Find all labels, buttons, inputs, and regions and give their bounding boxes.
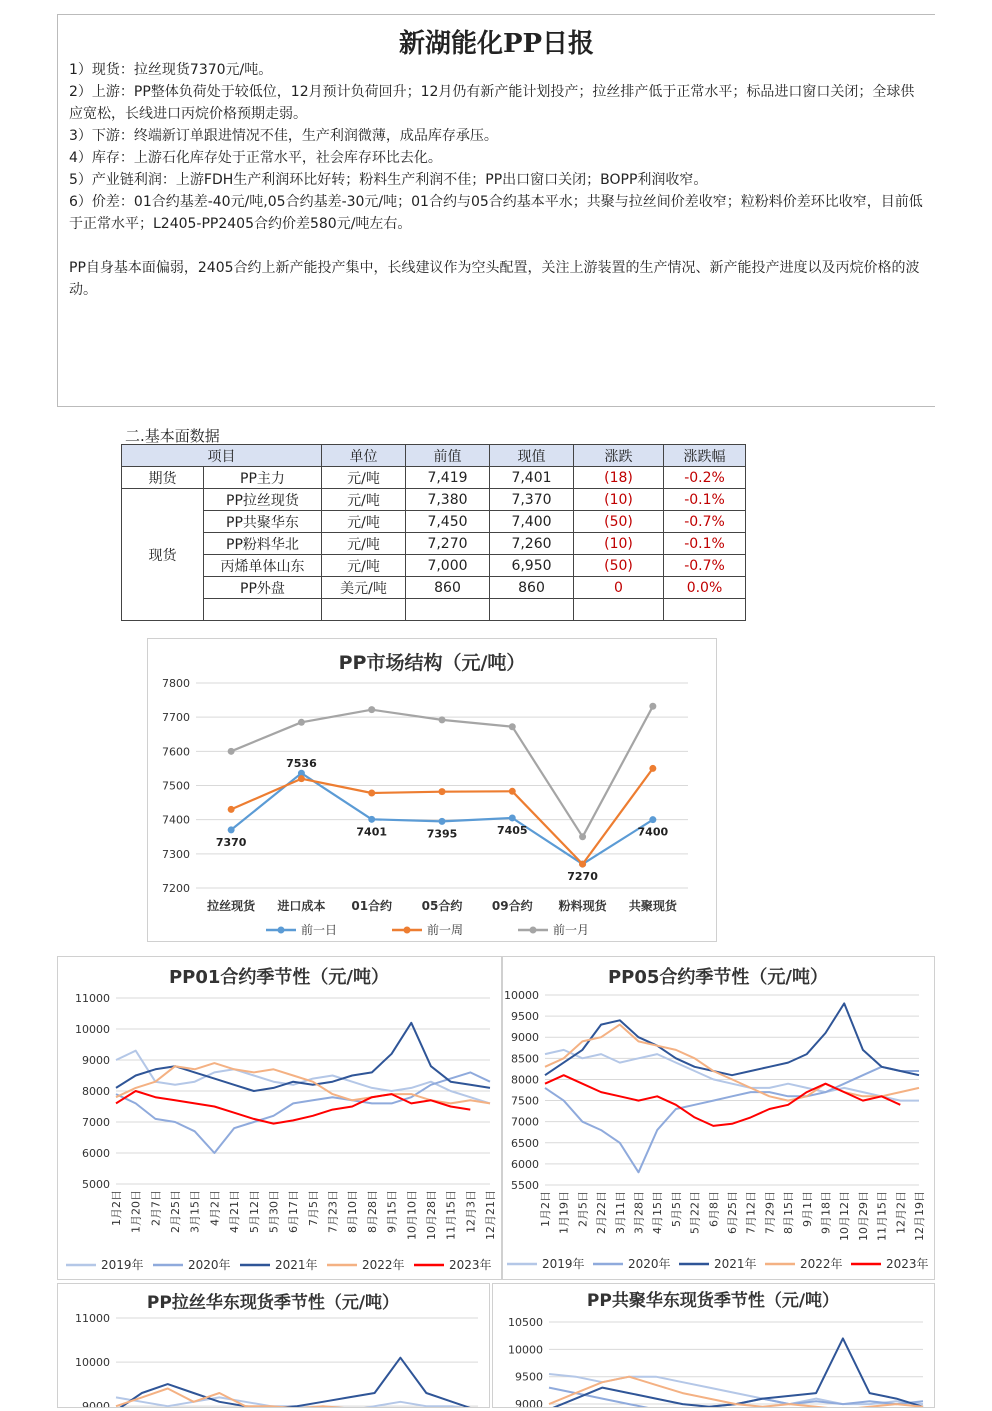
data-point	[509, 788, 516, 795]
fundamentals-table	[121, 444, 746, 621]
x-tick-label: 8月15日	[782, 1191, 796, 1234]
x-tick-label: 8月28日	[365, 1190, 379, 1233]
x-tick-label: 5月22日	[688, 1191, 702, 1234]
legend-label: 2019年	[542, 1257, 585, 1271]
pct-cell: -0.1%	[664, 533, 746, 555]
x-tick-label: 3月11日	[613, 1191, 627, 1234]
prev-cell: 7,450	[406, 511, 490, 533]
section-title: 二.基本面数据	[125, 427, 220, 445]
legend-label: 前一月	[553, 923, 590, 937]
y-tick-label: 8000	[511, 1073, 539, 1087]
y-tick-label: 7000	[82, 1116, 110, 1129]
x-tick-label: 7月23日	[326, 1190, 340, 1233]
report-title: 新湖能化PP日报	[398, 29, 595, 59]
unit-cell	[322, 599, 406, 621]
y-tick-label: 7200	[162, 882, 190, 895]
legend-label: 2022年	[362, 1258, 405, 1272]
data-point	[228, 806, 235, 813]
pp-drawing-east-seasonality-chart	[57, 1283, 490, 1408]
header-curr: 现值	[490, 445, 574, 467]
header-prev: 前值	[406, 445, 490, 467]
y-tick-label: 9500	[515, 1370, 543, 1384]
data-point	[649, 816, 656, 823]
legend-marker	[530, 927, 537, 934]
pct-cell: -0.7%	[664, 555, 746, 577]
chg-cell: (10)	[574, 533, 664, 555]
data-point	[509, 814, 516, 821]
data-label: 7405	[496, 823, 528, 837]
x-tick-label: 4月15日	[651, 1191, 665, 1234]
x-tick-label: 6月17日	[287, 1190, 301, 1233]
y-tick-label: 6000	[511, 1157, 539, 1171]
chart-title: PP共聚华东现货季节性（元/吨）	[586, 1291, 840, 1311]
x-tick-label: 05合约	[421, 899, 463, 913]
group-label: 现货	[122, 489, 204, 621]
y-tick-label: 10500	[508, 1316, 543, 1329]
chg-cell: (18)	[574, 467, 664, 489]
x-tick-label: 3月28日	[632, 1191, 646, 1234]
report-body	[69, 59, 924, 301]
x-tick-label: 1月2日	[539, 1191, 552, 1227]
data-label: 7401	[356, 825, 388, 839]
x-tick-label: 7月12日	[744, 1191, 758, 1234]
x-tick-label: 12月21日	[484, 1190, 497, 1240]
y-tick-label: 10000	[504, 989, 539, 1002]
table-header-row	[122, 445, 746, 467]
prev-cell: 860	[406, 577, 490, 599]
x-tick-label: 6月8日	[707, 1191, 721, 1227]
pp01-seasonality-svg	[58, 957, 501, 1279]
legend-marker	[404, 927, 411, 934]
y-tick-label: 8000	[82, 1085, 110, 1098]
data-point	[298, 719, 305, 726]
report-line: 2）上游：PP整体负荷处于较低位，12月预计负荷回升；12月仍有新产能计划投产；拉丝排产低于正常水平；标品进口窗口关闭；全球供应宽松，长线进口丙烷价格预期走弱。	[69, 84, 915, 122]
data-label: 7270	[567, 870, 598, 884]
curr-cell: 860	[490, 577, 574, 599]
x-tick-label: 2月5日	[576, 1191, 590, 1227]
header-item: 项目	[122, 445, 322, 467]
unit-cell: 美元/吨	[322, 577, 406, 599]
chg-cell	[574, 599, 664, 621]
y-tick-label: 5000	[82, 1178, 110, 1191]
x-tick-label: 6月25日	[726, 1191, 739, 1234]
chart-title: PP市场结构（元/吨）	[338, 652, 526, 674]
x-tick-label: 12月3日	[464, 1190, 478, 1233]
x-tick-label: 2月25日	[169, 1190, 183, 1233]
group-label: 期货	[122, 467, 204, 489]
prev-cell: 7,380	[406, 489, 490, 511]
pct-cell: -0.7%	[664, 511, 746, 533]
item-cell: PP主力	[204, 467, 322, 489]
series-line	[116, 1389, 478, 1408]
legend-label: 前一日	[301, 923, 338, 937]
x-tick-label: 1月2日	[110, 1190, 123, 1226]
y-tick-label: 6000	[82, 1147, 110, 1160]
y-tick-label: 11000	[75, 1312, 110, 1325]
legend-label: 2023年	[886, 1257, 929, 1271]
table-row	[122, 599, 746, 621]
data-point	[228, 748, 235, 755]
x-tick-label: 10月12日	[838, 1191, 852, 1241]
pp-copolymer-east-seasonality-svg	[493, 1284, 934, 1407]
series-line	[231, 768, 653, 864]
legend-label: 前一周	[427, 923, 464, 937]
data-label: 7395	[426, 827, 458, 841]
chart-title: PP拉丝华东现货季节性（元/吨）	[146, 1293, 400, 1313]
header-unit: 单位	[322, 445, 406, 467]
pp01-seasonality-chart	[57, 956, 502, 1280]
x-tick-label: 5月5日	[669, 1191, 683, 1227]
series-line	[116, 1051, 490, 1104]
y-tick-label: 7500	[162, 779, 190, 793]
data-point	[439, 818, 446, 825]
y-tick-label: 7800	[162, 677, 190, 690]
pp05-seasonality-svg	[503, 957, 934, 1279]
curr-cell: 6,950	[490, 555, 574, 577]
x-tick-label: 9月1日	[800, 1191, 814, 1227]
x-tick-label: 进口成本	[277, 899, 326, 913]
data-point	[298, 775, 305, 782]
curr-cell	[490, 599, 574, 621]
table-row	[122, 467, 746, 489]
y-tick-label: 9000	[82, 1400, 110, 1407]
y-tick-label: 7700	[162, 711, 190, 725]
legend-label: 2021年	[275, 1258, 318, 1272]
data-label: 7536	[286, 757, 317, 771]
table-row	[122, 555, 746, 577]
y-tick-label: 10000	[75, 1356, 110, 1370]
table-row	[122, 577, 746, 599]
x-tick-label: 12月2日	[894, 1191, 908, 1234]
chg-cell: (50)	[574, 555, 664, 577]
x-tick-label: 4月2日	[208, 1190, 222, 1226]
x-tick-label: 10月10日	[405, 1190, 419, 1240]
x-tick-label: 01合约	[351, 899, 393, 913]
item-cell: PP拉丝现货	[204, 489, 322, 511]
market-structure-svg	[148, 639, 716, 941]
x-tick-label: 4月21日	[228, 1190, 242, 1233]
y-tick-label: 7000	[511, 1115, 539, 1129]
table-row	[122, 489, 746, 511]
x-tick-label: 1月20日	[129, 1190, 143, 1233]
y-tick-label: 7500	[511, 1094, 539, 1108]
x-tick-label: 09合约	[491, 899, 533, 913]
legend-label: 2019年	[101, 1258, 144, 1272]
pp-drawing-east-seasonality-svg	[58, 1284, 489, 1407]
data-label: 7400	[637, 825, 669, 839]
pct-cell: -0.1%	[664, 489, 746, 511]
prev-cell: 7,270	[406, 533, 490, 555]
chart-title: PP01合约季节性（元/吨）	[168, 967, 390, 988]
pp05-seasonality-chart	[502, 956, 935, 1280]
item-cell: 丙烯单体山东	[204, 555, 322, 577]
chg-cell: (50)	[574, 511, 664, 533]
prev-cell: 7,419	[406, 467, 490, 489]
item-cell: PP粉料华北	[204, 533, 322, 555]
data-point	[579, 861, 586, 868]
pct-cell: -0.2%	[664, 467, 746, 489]
y-tick-label: 9000	[82, 1054, 110, 1067]
curr-cell: 7,260	[490, 533, 574, 555]
legend-label: 2020年	[188, 1258, 231, 1272]
header-pct: 涨跌幅	[664, 445, 746, 467]
unit-cell: 元/吨	[322, 489, 406, 511]
data-label: 7370	[215, 835, 247, 849]
x-tick-label: 5月12日	[247, 1190, 261, 1233]
x-tick-label: 2月22日	[595, 1191, 609, 1234]
x-tick-label: 7月5日	[306, 1190, 320, 1226]
x-tick-label: 共聚现货	[628, 899, 677, 913]
prev-cell	[406, 599, 490, 621]
x-tick-label: 拉丝现货	[207, 899, 256, 913]
data-point	[439, 788, 446, 795]
x-tick-label: 1月19日	[557, 1191, 571, 1234]
pct-cell	[664, 599, 746, 621]
table-row	[122, 511, 746, 533]
item-cell: PP共聚华东	[204, 511, 322, 533]
series-line	[549, 1338, 923, 1407]
series-line	[116, 1358, 478, 1407]
legend-label: 2022年	[800, 1257, 843, 1271]
data-point	[228, 826, 235, 833]
x-tick-label: 9月18日	[819, 1191, 833, 1234]
y-tick-label: 9000	[515, 1398, 543, 1407]
data-point	[368, 706, 375, 713]
x-tick-label: 10月28日	[424, 1190, 438, 1240]
item-cell	[204, 599, 322, 621]
x-tick-label: 12月19日	[913, 1191, 926, 1241]
data-point	[649, 765, 656, 772]
series-line	[545, 1025, 919, 1101]
unit-cell: 元/吨	[322, 467, 406, 489]
y-tick-label: 8500	[511, 1052, 539, 1066]
x-tick-label: 7月29日	[763, 1191, 777, 1234]
data-point	[368, 816, 375, 823]
pct-cell: 0.0%	[664, 577, 746, 599]
y-tick-label: 10000	[75, 1023, 110, 1036]
report-box	[57, 14, 935, 407]
y-tick-label: 6500	[511, 1136, 539, 1150]
y-tick-label: 5500	[511, 1179, 539, 1192]
series-line	[231, 706, 653, 837]
x-tick-label: 3月15日	[188, 1190, 202, 1233]
header-chg: 涨跌	[574, 445, 664, 467]
report-line: 1）现货：拉丝现货7370元/吨。	[69, 62, 273, 78]
chg-cell: (10)	[574, 489, 664, 511]
legend-label: 2021年	[714, 1257, 757, 1271]
legend-marker	[278, 927, 285, 934]
data-point	[368, 790, 375, 797]
data-point	[649, 703, 656, 710]
report-line: 4）库存：上游石化库存处于正常水平，社会库存环比去化。	[69, 150, 442, 166]
curr-cell: 7,401	[490, 467, 574, 489]
chart-title: PP05合约季节性（元/吨）	[607, 967, 829, 988]
table-row	[122, 533, 746, 555]
legend-label: 2023年	[449, 1258, 492, 1272]
curr-cell: 7,370	[490, 489, 574, 511]
x-tick-label: 8月10日	[346, 1190, 360, 1233]
pp-copolymer-east-seasonality-chart	[492, 1283, 935, 1408]
series-line	[545, 1067, 919, 1173]
x-tick-label: 9月15日	[385, 1190, 399, 1233]
unit-cell: 元/吨	[322, 555, 406, 577]
x-tick-label: 10月29日	[856, 1191, 870, 1241]
prev-cell: 7,000	[406, 555, 490, 577]
unit-cell: 元/吨	[322, 533, 406, 555]
y-tick-label: 7400	[162, 813, 190, 827]
data-point	[509, 723, 516, 730]
y-tick-label: 10000	[508, 1343, 543, 1357]
y-tick-label: 9000	[511, 1031, 539, 1045]
y-tick-label: 9500	[511, 1010, 539, 1024]
data-point	[579, 833, 586, 840]
market-structure-chart	[147, 638, 717, 942]
report-line: 6）价差：01合约基差-40元/吨,05合约基差-30元/吨；01合约与05合约基本平水；共聚与拉丝间价差收窄；粒粉料价差环比收窄，目前低于正常水平；L2405-PP2405合约价差580元/吨左右。	[69, 194, 923, 232]
data-point	[439, 716, 446, 723]
x-tick-label: 5月30日	[267, 1190, 281, 1233]
report-summary: PP自身基本面偏弱，2405合约上新产能投产集中，长线建议作为空头配置，关注上游装置的生产情况、新产能投产进度以及丙烷价格的波动。	[69, 260, 920, 298]
report-line: 5）产业链利润：上游FDH生产利润环比好转；粉料生产利润不佳；PP出口窗口关闭；BOPP利润收窄。	[69, 172, 708, 188]
chg-cell: 0	[574, 577, 664, 599]
y-tick-label: 7300	[162, 847, 190, 861]
x-tick-label: 11月15日	[875, 1191, 889, 1241]
legend-label: 2020年	[628, 1257, 671, 1271]
report-line: 3）下游：终端新订单跟进情况不佳，生产利润微薄，成品库存承压。	[69, 128, 498, 144]
y-tick-label: 7600	[162, 745, 190, 759]
unit-cell: 元/吨	[322, 511, 406, 533]
series-line	[545, 1003, 919, 1075]
x-tick-label: 11月15日	[444, 1190, 458, 1240]
curr-cell: 7,400	[490, 511, 574, 533]
y-tick-label: 11000	[75, 992, 110, 1005]
x-tick-label: 粉料现货	[558, 899, 607, 913]
x-tick-label: 2月7日	[149, 1190, 163, 1226]
item-cell: PP外盘	[204, 577, 322, 599]
